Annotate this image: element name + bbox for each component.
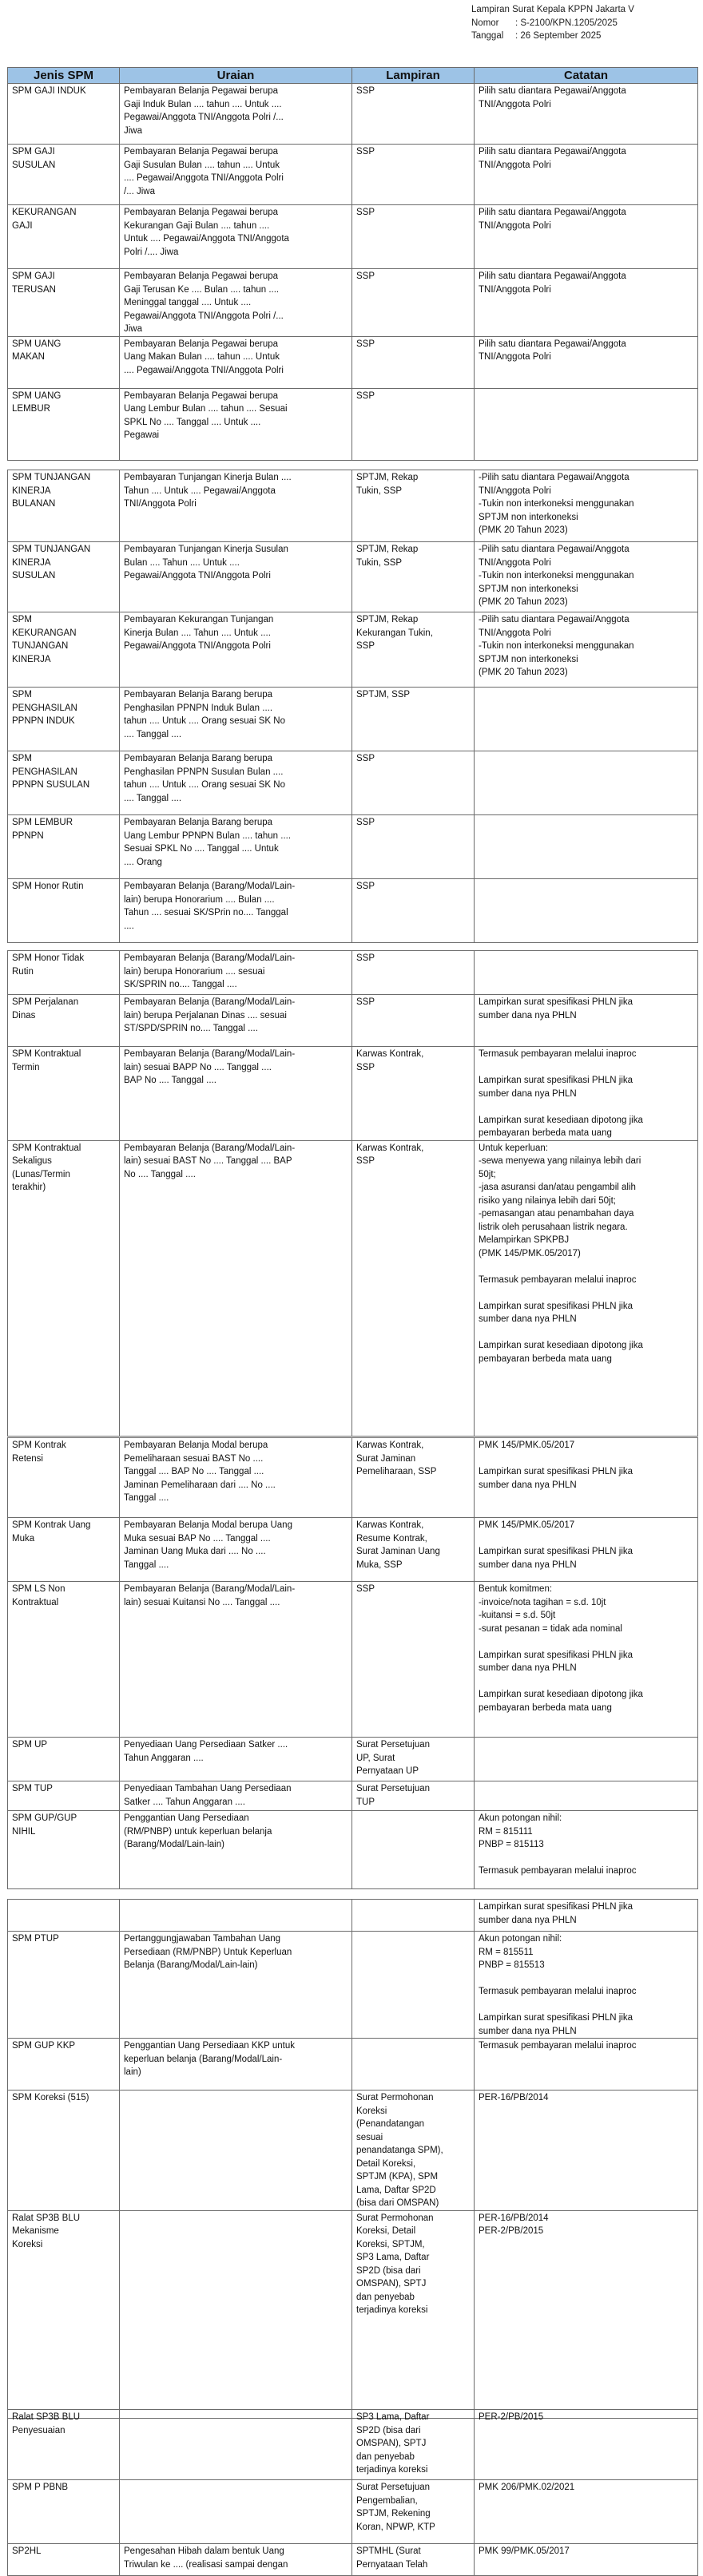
lampiran-cell: SSP <box>352 336 475 388</box>
uraian-cell: Pembayaran Belanja Modal berupa Pemeliharaan sesuai BAST No .... Tanggal .... BAP No .... Tanggal .... Jaminan Pemeliharaan dari .... No .... Tanggal .... <box>120 1438 352 1518</box>
catatan-cell: PER-2/PB/2015 <box>475 2410 698 2480</box>
lampiran-cell: Surat Persetujuan UP, Surat Pernyataan UP <box>352 1738 475 1781</box>
table-row <box>8 751 698 815</box>
jenis-spm-cell: SPM UANG MAKAN <box>8 336 120 388</box>
catatan-cell: PER-16/PB/2014 <box>475 2091 698 2211</box>
jenis-spm-cell: SPM TUNJANGAN KINERJA BULANAN <box>8 470 120 542</box>
uraian-cell: Pembayaran Belanja Pegawai berupa Uang Makan Bulan .... tahun .... Untuk .... Pegawai/Anggota TNI/Anggota Polri <box>120 336 352 388</box>
table-row <box>8 1738 698 1781</box>
lampiran-cell: SSP <box>352 815 475 879</box>
lampiran-cell: SPTJM, Rekap Tukin, SSP <box>352 470 475 542</box>
header-uraian: Uraian <box>120 68 352 84</box>
uraian-cell: Pembayaran Belanja Modal berupa Uang Muka sesuai BAP No .... Tanggal .... Jaminan Uang Muka dari .... No .... Tanggal .... <box>120 1518 352 1582</box>
jenis-spm-cell: SPM TUNJANGAN KINERJA SUSULAN <box>8 542 120 612</box>
uraian-cell <box>120 2480 352 2544</box>
uraian-cell: Pembayaran Belanja Pegawai berupa Gaji Terusan Ke .... Bulan .... tahun .... Meninggal tanggal .... Untuk .... Pegawai/Anggota TNI/Anggota Polri /... Jiwa <box>120 269 352 337</box>
lampiran-cell: Surat Persetujuan TUP <box>352 1781 475 1811</box>
jenis-spm-cell: SPM LEMBUR PPNPN <box>8 815 120 879</box>
table-header-row <box>8 68 698 84</box>
letterhead <box>471 3 634 43</box>
table-row <box>8 84 698 145</box>
letterhead-title-row <box>471 3 634 17</box>
catatan-cell <box>475 751 698 815</box>
uraian-cell: Pembayaran Belanja Pegawai berupa Gaji Induk Bulan .... tahun .... Untuk .... Pegawai/Anggota TNI/Anggota Polri /... Jiwa <box>120 84 352 145</box>
catatan-cell: Termasuk pembayaran melalui inaproc <box>475 2039 698 2091</box>
lampiran-cell <box>352 1811 475 1889</box>
jenis-spm-cell: SPM GAJI TERUSAN <box>8 269 120 337</box>
uraian-cell: Pembayaran Belanja (Barang/Modal/Lain- lain) berupa Honorarium .... Bulan .... Tahun .... sesuai SK/SPrin no.... Tanggal .... <box>120 879 352 943</box>
letterhead-title: Lampiran Surat Kepala KPPN Jakarta V <box>471 5 634 14</box>
table-row <box>8 2480 698 2544</box>
table-row <box>8 995 698 1047</box>
table-row <box>8 688 698 751</box>
lampiran-cell <box>352 2039 475 2091</box>
jenis-spm-cell: SPM UP <box>8 1738 120 1781</box>
table-row <box>8 1047 698 1141</box>
catatan-cell: Bentuk komitmen: -invoice/nota tagihan = s.d. 10jt -kuitansi = s.d. 50jt -surat pesanan = tidak ada nominal Lampirkan surat spesifikasi PHLN jika sumber dana nya PHLN Lampirkan surat kesediaan dipotong jika pembayaran berbeda mata uang <box>475 1582 698 1738</box>
nomor-value: : S-2100/KPN.1205/2025 <box>515 18 618 28</box>
table-row <box>8 205 698 269</box>
uraian-cell: Pembayaran Belanja (Barang/Modal/Lain- lain) sesuai BAST No .... Tanggal .... BAP No .... Tanggal .... <box>120 1140 352 1436</box>
spm-table-segment-1 <box>7 67 698 461</box>
lampiran-cell: Karwas Kontrak, Surat Jaminan Pemeliharaan, SSP <box>352 1438 475 1518</box>
table-row <box>8 1140 698 1436</box>
jenis-spm-cell: SPM Kontrak Uang Muka <box>8 1518 120 1582</box>
table-row <box>8 2544 698 2576</box>
lampiran-cell: SPTJM, SSP <box>352 688 475 751</box>
catatan-cell: Akun potongan nihil: RM = 815111 PNBP = 815113 Termasuk pembayaran melalui inaproc <box>475 1811 698 1889</box>
spm-table-segment-5 <box>7 1899 698 2419</box>
table-row <box>8 388 698 460</box>
catatan-cell: Pilih satu diantara Pegawai/Anggota TNI/Anggota Polri <box>475 205 698 269</box>
jenis-spm-cell: SPM Perjalanan Dinas <box>8 995 120 1047</box>
catatan-cell <box>475 815 698 879</box>
header-jenis-spm: Jenis SPM <box>8 68 120 84</box>
catatan-cell <box>475 388 698 460</box>
catatan-cell: Untuk keperluan: -sewa menyewa yang nilainya lebih dari 50jt; -jasa asuransi dan/atau pengambil alih risiko yang nilainya lebih dari 50jt; -pemasangan atau penambahan daya listrik oleh perusahaan listrik negara. Melampirkan SPKPBJ (PMK 145/PMK.05/2017) Termasuk pembayaran melalui inaproc Lampirkan surat spesifikasi PHLN jika sumber dana nya PHLN Lampirkan surat kesediaan dipotong jika pembayaran berbeda mata uang <box>475 1140 698 1436</box>
table-row <box>8 879 698 943</box>
lampiran-cell: Surat Permohonan Koreksi (Penandatangan sesuai penandatanga SPM), Detail Koreksi, SPTJM (KPA), SPM Lama, Daftar SP2D (bisa dari OMSPAN) <box>352 2091 475 2211</box>
jenis-spm-cell: SPM Kontrak Retensi <box>8 1438 120 1518</box>
lampiran-cell: SSP <box>352 388 475 460</box>
uraian-cell: Pengesahan Hibah dalam bentuk Uang Triwulan ke .... (realisasi sampai dengan <box>120 2544 352 2576</box>
catatan-cell: Pilih satu diantara Pegawai/Anggota TNI/Anggota Polri <box>475 269 698 337</box>
lampiran-cell: SSP <box>352 951 475 995</box>
jenis-spm-cell: SPM PTUP <box>8 1932 120 2039</box>
uraian-cell: Penggantian Uang Persediaan (RM/PNBP) untuk keperluan belanja (Barang/Modal/Lain-lain) <box>120 1811 352 1889</box>
lampiran-cell: Karwas Kontrak, Resume Kontrak, Surat Jaminan Uang Muka, SSP <box>352 1518 475 1582</box>
jenis-spm-cell: Ralat SP3B BLU Penyesuaian <box>8 2410 120 2480</box>
lampiran-cell: SSP <box>352 995 475 1047</box>
table-row <box>8 815 698 879</box>
catatan-cell: -Pilih satu diantara Pegawai/Anggota TNI/Anggota Polri -Tukin non interkoneksi menggunakan SPTJM non interkoneksi (PMK 20 Tahun 2023) <box>475 542 698 612</box>
lampiran-cell <box>352 1900 475 1932</box>
lampiran-cell: SSP <box>352 751 475 815</box>
jenis-spm-cell: SP2HL <box>8 2544 120 2576</box>
catatan-cell: Pilih satu diantara Pegawai/Anggota TNI/Anggota Polri <box>475 336 698 388</box>
table-row <box>8 145 698 205</box>
table-row <box>8 2039 698 2091</box>
header-lampiran: Lampiran <box>352 68 475 84</box>
catatan-cell: Pilih satu diantara Pegawai/Anggota TNI/Anggota Polri <box>475 145 698 205</box>
lampiran-cell: Surat Persetujuan Pengembalian, SPTJM, Rekening Koran, NPWP, KTP <box>352 2480 475 2544</box>
lampiran-cell: SSP <box>352 1582 475 1738</box>
spm-table-segment-2 <box>7 470 698 943</box>
jenis-spm-cell: SPM Koreksi (515) <box>8 2091 120 2211</box>
catatan-cell <box>475 951 698 995</box>
catatan-cell <box>475 879 698 943</box>
uraian-cell: Pembayaran Belanja Barang berupa Penghasilan PPNPN Susulan Bulan .... tahun .... Untuk .... Orang sesuai SK No .... Tanggal .... <box>120 751 352 815</box>
catatan-cell <box>475 1781 698 1811</box>
table-row <box>8 612 698 688</box>
uraian-cell <box>120 2410 352 2480</box>
header-catatan: Catatan <box>475 68 698 84</box>
catatan-cell: PMK 206/PMK.02/2021 <box>475 2480 698 2544</box>
jenis-spm-cell: SPM GAJI SUSULAN <box>8 145 120 205</box>
jenis-spm-cell <box>8 1900 120 1932</box>
lampiran-cell: SSP <box>352 879 475 943</box>
catatan-cell: Akun potongan nihil: RM = 815511 PNBP = 815513 Termasuk pembayaran melalui inaproc Lampirkan surat spesifikasi PHLN jika sumber dana nya PHLN <box>475 1932 698 2039</box>
lampiran-cell: Karwas Kontrak, SSP <box>352 1140 475 1436</box>
table-row <box>8 336 698 388</box>
catatan-cell: Termasuk pembayaran melalui inaproc Lampirkan surat spesifikasi PHLN jika sumber dana nya PHLN Lampirkan surat kesediaan dipotong jika pembayaran berbeda mata uang <box>475 1047 698 1141</box>
lampiran-cell: Surat Permohonan Koreksi, Detail Koreksi, SPTJM, SP3 Lama, Daftar SP2D (bisa dari OMSPAN), SPTJ dan penyebab terjadinya koreksi <box>352 2210 475 2418</box>
jenis-spm-cell: SPM GUP KKP <box>8 2039 120 2091</box>
catatan-cell: -Pilih satu diantara Pegawai/Anggota TNI/Anggota Polri -Tukin non interkoneksi menggunakan SPTJM non interkoneksi (PMK 20 Tahun 2023) <box>475 470 698 542</box>
lampiran-cell: SSP <box>352 145 475 205</box>
nomor-label: Nomor <box>471 18 499 28</box>
table-row <box>8 1781 698 1811</box>
uraian-cell: Pembayaran Belanja (Barang/Modal/Lain- lain) sesuai BAPP No .... Tanggal .... BAP No .... Tanggal .... <box>120 1047 352 1141</box>
jenis-spm-cell: SPM PENGHASILAN PPNPN INDUK <box>8 688 120 751</box>
tanggal-value: : 26 September 2025 <box>515 31 602 41</box>
jenis-spm-cell: SPM Kontraktual Sekaligus (Lunas/Termin terakhir) <box>8 1140 120 1436</box>
lampiran-cell: SSP <box>352 84 475 145</box>
jenis-spm-cell: SPM TUP <box>8 1781 120 1811</box>
uraian-cell <box>120 1900 352 1932</box>
lampiran-cell: SPTJM, Rekap Kekurangan Tukin, SSP <box>352 612 475 688</box>
table-row <box>8 1932 698 2039</box>
jenis-spm-cell: SPM Kontraktual Termin <box>8 1047 120 1141</box>
uraian-cell: Pertanggungjawaban Tambahan Uang Persediaan (RM/PNBP) Untuk Keperluan Belanja (Barang/Modal/Lain-lain) <box>120 1932 352 2039</box>
spm-table-segment-3 <box>7 950 698 1437</box>
catatan-cell: PER-16/PB/2014 PER-2/PB/2015 <box>475 2210 698 2418</box>
catatan-cell: PMK 145/PMK.05/2017 Lampirkan surat spesifikasi PHLN jika sumber dana nya PHLN <box>475 1438 698 1518</box>
lampiran-cell <box>352 1932 475 2039</box>
uraian-cell: Pembayaran Belanja (Barang/Modal/Lain- lain) sesuai Kuitansi No .... Tanggal .... <box>120 1582 352 1738</box>
jenis-spm-cell: Ralat SP3B BLU Mekanisme Koreksi <box>8 2210 120 2418</box>
jenis-spm-cell: SPM Honor Rutin <box>8 879 120 943</box>
table-row <box>8 542 698 612</box>
lampiran-cell: Karwas Kontrak, SSP <box>352 1047 475 1141</box>
uraian-cell: Pembayaran Tunjangan Kinerja Susulan Bulan .... Tahun .... Untuk .... Pegawai/Anggota TNI/Anggota Polri <box>120 542 352 612</box>
catatan-cell <box>475 1738 698 1781</box>
jenis-spm-cell: SPM UANG LEMBUR <box>8 388 120 460</box>
uraian-cell <box>120 2091 352 2211</box>
jenis-spm-cell: SPM GUP/GUP NIHIL <box>8 1811 120 1889</box>
uraian-cell <box>120 2210 352 2418</box>
lampiran-cell: SP3 Lama, Daftar SP2D (bisa dari OMSPAN), SPTJ dan penyebab terjadinya koreksi <box>352 2410 475 2480</box>
table-row <box>8 470 698 542</box>
spm-table-segment-6 <box>7 2409 698 2576</box>
catatan-cell: -Pilih satu diantara Pegawai/Anggota TNI/Anggota Polri -Tukin non interkoneksi menggunakan SPTJM non interkoneksi (PMK 20 Tahun 2023) <box>475 612 698 688</box>
uraian-cell: Penggantian Uang Persediaan KKP untuk keperluan belanja (Barang/Modal/Lain- lain) <box>120 2039 352 2091</box>
jenis-spm-cell: SPM KEKURANGAN TUNJANGAN KINERJA <box>8 612 120 688</box>
table-row <box>8 2410 698 2480</box>
jenis-spm-cell: SPM Honor Tidak Rutin <box>8 951 120 995</box>
uraian-cell: Pembayaran Belanja Pegawai berupa Kekurangan Gaji Bulan .... tahun .... Untuk .... Pegawai/Anggota TNI/Anggota Polri /.... Jiwa <box>120 205 352 269</box>
lampiran-cell: SPTMHL (Surat Pernyataan Telah <box>352 2544 475 2576</box>
uraian-cell: Pembayaran Belanja Barang berupa Penghasilan PPNPN Induk Bulan .... tahun .... Untuk .... Orang sesuai SK No .... Tanggal .... <box>120 688 352 751</box>
lampiran-cell: SSP <box>352 269 475 337</box>
table-row <box>8 1518 698 1582</box>
catatan-cell: Lampirkan surat spesifikasi PHLN jika sumber dana nya PHLN <box>475 1900 698 1932</box>
catatan-cell: Pilih satu diantara Pegawai/Anggota TNI/Anggota Polri <box>475 84 698 145</box>
catatan-cell: PMK 145/PMK.05/2017 Lampirkan surat spesifikasi PHLN jika sumber dana nya PHLN <box>475 1518 698 1582</box>
uraian-cell: Pembayaran Belanja Barang berupa Uang Lembur PPNPN Bulan .... tahun .... Sesuai SPKL No .... Tanggal .... Untuk .... Orang <box>120 815 352 879</box>
uraian-cell: Pembayaran Belanja Pegawai berupa Uang Lembur Bulan .... tahun .... Sesuai SPKL No .... Tanggal .... Untuk .... Pegawai <box>120 388 352 460</box>
table-row <box>8 1811 698 1889</box>
table-row <box>8 1438 698 1518</box>
catatan-cell <box>475 688 698 751</box>
jenis-spm-cell: SPM PENGHASILAN PPNPN SUSULAN <box>8 751 120 815</box>
uraian-cell: Pembayaran Belanja (Barang/Modal/Lain- lain) berupa Honorarium .... sesuai SK/SPRIN no.... Tanggal .... <box>120 951 352 995</box>
tanggal-label: Tanggal <box>471 31 504 41</box>
uraian-cell: Pembayaran Belanja (Barang/Modal/Lain- lain) berupa Perjalanan Dinas .... sesuai ST/SPD/SPRIN no.... Tanggal .... <box>120 995 352 1047</box>
uraian-cell: Penyediaan Uang Persediaan Satker .... Tahun Anggaran .... <box>120 1738 352 1781</box>
uraian-cell: Pembayaran Kekurangan Tunjangan Kinerja Bulan .... Tahun .... Untuk .... Pegawai/Anggota TNI/Anggota Polri <box>120 612 352 688</box>
lampiran-cell: SSP <box>352 205 475 269</box>
table-row <box>8 2091 698 2211</box>
catatan-cell: Lampirkan surat spesifikasi PHLN jika sumber dana nya PHLN <box>475 995 698 1047</box>
jenis-spm-cell: KEKURANGAN GAJI <box>8 205 120 269</box>
catatan-cell: PMK 99/PMK.05/2017 <box>475 2544 698 2576</box>
spm-table-segment-4 <box>7 1437 698 1889</box>
uraian-cell: Pembayaran Tunjangan Kinerja Bulan .... Tahun .... Untuk .... Pegawai/Anggota TNI/Anggota Polri <box>120 470 352 542</box>
uraian-cell: Penyediaan Tambahan Uang Persediaan Satker .... Tahun Anggaran .... <box>120 1781 352 1811</box>
jenis-spm-cell: SPM GAJI INDUK <box>8 84 120 145</box>
uraian-cell: Pembayaran Belanja Pegawai berupa Gaji Susulan Bulan .... tahun .... Untuk .... Pegawai/Anggota TNI/Anggota Polri /... Jiwa <box>120 145 352 205</box>
lampiran-cell: SPTJM, Rekap Tukin, SSP <box>352 542 475 612</box>
table-row <box>8 1582 698 1738</box>
table-row <box>8 951 698 995</box>
jenis-spm-cell: SPM LS Non Kontraktual <box>8 1582 120 1738</box>
jenis-spm-cell: SPM P PBNB <box>8 2480 120 2544</box>
table-row <box>8 269 698 337</box>
letterhead-nomor-row <box>471 17 634 30</box>
table-row <box>8 2210 698 2418</box>
letterhead-tanggal-row <box>471 30 634 43</box>
table-row <box>8 1900 698 1932</box>
